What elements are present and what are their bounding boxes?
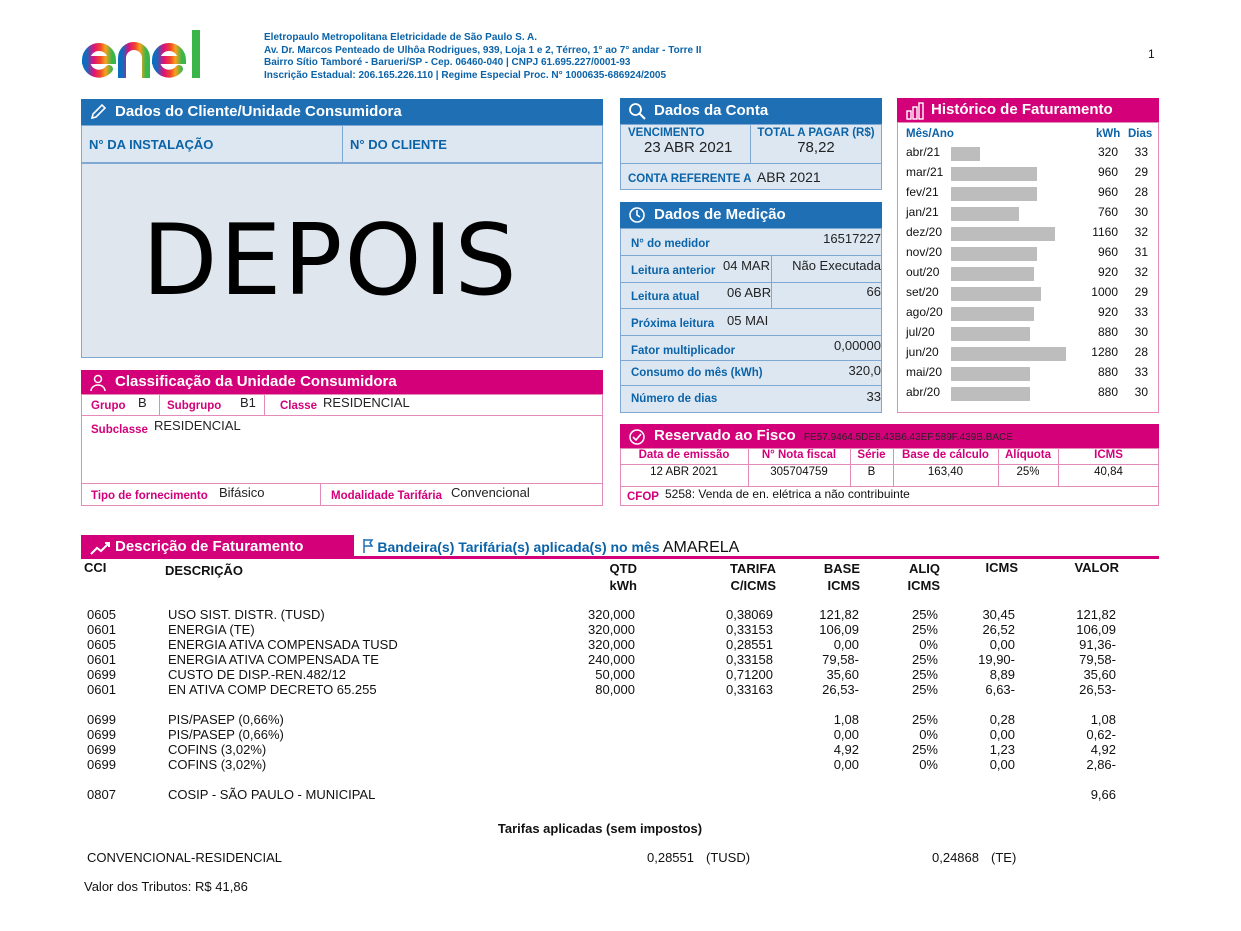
fisco-value-nota-fiscal: 305704759 <box>770 466 828 478</box>
historico-dias: 30 <box>1134 205 1148 219</box>
item-aliq: 0% <box>919 727 938 742</box>
company-name: Eletropaulo Metropolitana Eletricidade de São Paulo S. A. <box>264 32 538 43</box>
item-desc: EN ATIVA COMP DECRETO 65.255 <box>168 682 377 697</box>
fisco-code: FE57.9464.5DE8.43B6.43EF.589F.439B.BACE <box>803 432 1013 443</box>
item-aliq: 25% <box>911 682 938 697</box>
fisco-title: Reservado ao Fisco <box>654 427 796 444</box>
subclasse-value: RESIDENCIAL <box>154 418 241 433</box>
item-cci: 0699 <box>87 742 116 757</box>
search-icon <box>628 102 648 120</box>
fisco-value-base-calculo: 163,40 <box>927 466 964 478</box>
historico-kwh: 960 <box>1097 165 1118 179</box>
historico-kwh: 920 <box>1097 305 1118 319</box>
item-tarifa: 0,38069 <box>726 607 773 622</box>
historico-mes: jan/21 <box>906 205 939 219</box>
historico-mes: abr/20 <box>906 385 941 399</box>
item-desc: USO SIST. DISTR. (TUSD) <box>168 607 325 622</box>
page-number: 1 <box>1148 47 1155 61</box>
item-desc: ENERGIA ATIVA COMPENSADA TE <box>168 652 379 667</box>
item-valor: 106,09 <box>1076 622 1116 637</box>
flag-icon <box>362 538 374 554</box>
pencil-icon <box>89 103 109 121</box>
item-base: 0,00 <box>833 727 859 742</box>
item-cci: 0699 <box>87 712 116 727</box>
fator-value: 0,00000 <box>834 338 881 353</box>
item-cci: 0601 <box>87 622 116 637</box>
historico-kwh: 960 <box>1097 245 1118 259</box>
historico-dias: 28 <box>1134 185 1148 199</box>
historico-mes: mar/21 <box>906 165 944 179</box>
modalidade-value: Convencional <box>451 485 530 500</box>
col-tarifa-sub: C/ICMS <box>730 578 776 593</box>
fisco-header <box>620 424 1159 448</box>
historico-mes: set/20 <box>906 285 939 299</box>
medidor-label: N° do medidor <box>631 238 710 250</box>
conta-header <box>620 98 882 124</box>
historico-mes: jul/20 <box>906 325 935 339</box>
instalacao-label: N° DA INSTALAÇÃO <box>89 137 214 152</box>
historico-kwh: 880 <box>1097 365 1118 379</box>
col-icms: ICMS <box>985 560 1018 575</box>
historico-col-dias: Dias <box>1128 128 1153 140</box>
historico-kwh: 760 <box>1097 205 1118 219</box>
tarifa-nome: CONVENCIONAL-RESIDENCIAL <box>87 850 283 865</box>
medicao-header <box>620 202 882 228</box>
trend-icon <box>89 539 113 557</box>
historico-dias: 28 <box>1134 345 1148 359</box>
historico-kwh: 920 <box>1097 265 1118 279</box>
item-desc: PIS/PASEP (0,66%) <box>168 712 284 727</box>
atual-valor: 66 <box>866 284 881 299</box>
historico-header <box>897 98 1159 122</box>
col-qtd: QTD <box>609 561 637 576</box>
tributos: Valor dos Tributos: R$ 41,86 <box>84 879 248 894</box>
item-icms: 19,90- <box>978 652 1015 667</box>
fisco-value-icms: 40,84 <box>1094 466 1123 478</box>
medicao-title: Dados de Medição <box>654 206 786 223</box>
item-qtd: 50,000 <box>595 667 635 682</box>
historico-mes: dez/20 <box>906 225 943 239</box>
overlay-text: DEPOIS <box>142 204 519 318</box>
item-icms: 0,28 <box>989 712 1015 727</box>
item-base: 1,08 <box>833 712 859 727</box>
item-desc: ENERGIA ATIVA COMPENSADA TUSD <box>168 637 398 652</box>
historico-dias: 33 <box>1134 305 1148 319</box>
classe-label: Classe <box>280 400 318 412</box>
bandeira-value: AMARELA <box>662 539 740 556</box>
grupo-value: B <box>138 395 147 410</box>
item-base: 106,09 <box>819 622 859 637</box>
item-qtd: 320,000 <box>588 607 635 622</box>
historico-kwh: 1000 <box>1091 285 1118 299</box>
historico-dias: 32 <box>1134 225 1148 239</box>
consumo-value: 320,0 <box>848 363 881 378</box>
historico-bar <box>951 327 1030 341</box>
fisco-header-aliquota: Alíquota <box>1005 449 1051 461</box>
historico-title: Histórico de Faturamento <box>931 101 1113 118</box>
item-aliq: 0% <box>919 757 938 772</box>
historico-bar <box>951 367 1030 381</box>
cfop-value: 5258: Venda de en. elétrica a não contribuinte <box>665 487 910 501</box>
classificacao-header <box>81 370 603 394</box>
historico-mes: out/20 <box>906 265 940 279</box>
item-base: 26,53- <box>822 682 859 697</box>
item-cci: 0601 <box>87 682 116 697</box>
historico-bar <box>951 307 1034 321</box>
col-base: BASE <box>823 561 860 576</box>
item-icms: 0,00 <box>989 637 1015 652</box>
col-tarifa: TARIFA <box>730 561 776 576</box>
faturamento-title: Descrição de Faturamento <box>115 538 304 555</box>
classificacao-title: Classificação da Unidade Consumidora <box>115 373 397 390</box>
col-base-sub: ICMS <box>827 578 860 593</box>
historico-bar <box>951 347 1066 361</box>
consumo-label: Consumo do mês (kWh) <box>631 367 763 379</box>
medidor-value: 16517227 <box>823 231 881 246</box>
item-cci: 0699 <box>87 757 116 772</box>
item-desc: COFINS (3,02%) <box>168 757 267 772</box>
historico-kwh: 1160 <box>1092 225 1118 239</box>
cliente-header <box>81 99 603 125</box>
bar-chart-icon <box>905 102 927 120</box>
fisco-header-data-emissao: Data de emissão <box>638 449 730 461</box>
item-qtd: 320,000 <box>588 622 635 637</box>
item-aliq: 25% <box>911 622 938 637</box>
item-icms: 0,00 <box>989 757 1015 772</box>
total-label: TOTAL A PAGAR (R$) <box>757 127 875 139</box>
historico-mes: jun/20 <box>906 345 939 359</box>
item-valor: 35,60 <box>1083 667 1116 682</box>
historico-dias: 29 <box>1134 285 1148 299</box>
historico-mes: fev/21 <box>906 185 939 199</box>
seal-icon <box>628 428 648 446</box>
col-descricao: DESCRIÇÃO <box>165 563 244 578</box>
item-qtd: 240,000 <box>588 652 635 667</box>
col-cci: CCI <box>84 560 107 575</box>
col-aliq-sub: ICMS <box>907 578 940 593</box>
subclasse-label: Subclasse <box>91 424 148 436</box>
clock-icon <box>628 206 648 224</box>
historico-bar <box>951 247 1037 261</box>
item-valor: 91,36- <box>1079 637 1116 652</box>
item-tarifa: 0,33158 <box>726 652 773 667</box>
fisco-header-nota-fiscal: N° Nota fiscal <box>761 449 837 461</box>
item-icms: 30,45 <box>982 607 1015 622</box>
cliente-title: Dados do Cliente/Unidade Consumidora <box>115 103 402 120</box>
item-cci: 0605 <box>87 607 116 622</box>
fisco-value-aliquota: 25% <box>1016 466 1040 478</box>
proxima-label: Próxima leitura <box>631 318 715 330</box>
item-desc: CUSTO DE DISP.-REN.482/12 <box>168 667 346 682</box>
company-address-3: Inscrição Estadual: 206.165.226.110 | Regime Especial Proc. N° 1000635-686924/2005 <box>264 69 667 81</box>
item-base: 4,92 <box>833 742 859 757</box>
col-aliq: ALIQ <box>908 561 940 576</box>
historico-dias: 31 <box>1134 245 1148 259</box>
subgrupo-value: B1 <box>240 395 256 410</box>
historico-bar <box>951 387 1030 401</box>
classe-value: RESIDENCIAL <box>323 395 410 410</box>
item-valor: 4,92 <box>1090 742 1116 757</box>
historico-bar <box>951 167 1037 181</box>
modalidade-label: Modalidade Tarifária <box>331 490 442 502</box>
historico-kwh: 320 <box>1097 145 1118 159</box>
atual-label: Leitura atual <box>631 291 700 303</box>
tusd-valor: 0,28551 <box>647 850 694 865</box>
item-aliq: 25% <box>911 607 938 622</box>
item-base: 0,00 <box>833 637 859 652</box>
historico-dias: 30 <box>1134 325 1148 339</box>
historico-kwh: 960 <box>1097 185 1118 199</box>
item-tarifa: 0,33163 <box>726 682 773 697</box>
item-valor: 1,08 <box>1090 712 1116 727</box>
cliente-label: N° DO CLIENTE <box>350 137 447 152</box>
historico-dias: 32 <box>1134 265 1148 279</box>
item-cci: 0601 <box>87 652 116 667</box>
historico-col-mes: Mês/Ano <box>906 128 954 140</box>
vencimento-label: VENCIMENTO <box>628 127 705 139</box>
historico-dias: 33 <box>1134 365 1148 379</box>
item-cci: 0605 <box>87 637 116 652</box>
fisco-header-serie: Série <box>857 449 886 461</box>
historico-bar <box>951 227 1055 241</box>
fisco-value-serie: B <box>867 466 876 478</box>
item-desc: COSIP - SÃO PAULO - MUNICIPAL <box>168 787 376 802</box>
fator-label: Fator multiplicador <box>631 345 736 357</box>
tusd-label: (TUSD) <box>706 850 751 865</box>
company-address-1: Av. Dr. Marcos Penteado de Ulhôa Rodrigues, 939, Loja 1 e 2, Térreo, 1° ao 7° andar - Torre II <box>264 44 702 56</box>
historico-mes: abr/21 <box>906 145 941 159</box>
fornecimento-value: Bifásico <box>219 485 265 500</box>
anterior-data: 04 MAR <box>723 258 770 273</box>
cfop-label: CFOP <box>627 491 659 503</box>
fisco-value-data-emissao: 12 ABR 2021 <box>650 466 718 478</box>
item-aliq: 25% <box>911 667 938 682</box>
historico-dias: 30 <box>1134 385 1148 399</box>
item-icms: 0,00 <box>989 727 1015 742</box>
item-valor: 0,62- <box>1086 727 1116 742</box>
item-desc: PIS/PASEP (0,66%) <box>168 727 284 742</box>
user-icon <box>89 374 107 392</box>
item-icms: 8,89 <box>989 667 1015 682</box>
item-valor: 121,82 <box>1076 607 1116 622</box>
item-valor: 9,66 <box>1090 787 1116 802</box>
historico-bar <box>951 287 1041 301</box>
fisco-header-icms: ICMS <box>1094 449 1123 461</box>
item-icms: 26,52 <box>982 622 1015 637</box>
item-cci: 0699 <box>87 727 116 742</box>
te-valor: 0,24868 <box>932 850 979 865</box>
item-desc: ENERGIA (TE) <box>168 622 255 637</box>
item-aliq: 25% <box>911 742 938 757</box>
dias-value: 33 <box>866 389 881 404</box>
historico-mes: ago/20 <box>906 305 943 319</box>
item-valor: 79,58- <box>1079 652 1116 667</box>
item-base: 0,00 <box>833 757 859 772</box>
dias-label: Número de dias <box>631 393 718 405</box>
historico-mes: mai/20 <box>906 365 943 379</box>
anterior-label: Leitura anterior <box>631 265 716 277</box>
historico-mes: nov/20 <box>906 245 943 259</box>
historico-col-kwh: kWh <box>1096 128 1121 140</box>
item-tarifa: 0,28551 <box>726 637 773 652</box>
historico-dias: 33 <box>1134 145 1148 159</box>
col-valor: VALOR <box>1074 560 1119 575</box>
item-cci: 0807 <box>87 787 116 802</box>
company-address-2: Bairro Sítio Tamboré - Barueri/SP - Cep. 06460-040 | CNPJ 61.695.227/0001-93 <box>264 57 631 68</box>
item-base: 121,82 <box>819 607 859 622</box>
historico-kwh: 1280 <box>1091 345 1118 359</box>
item-aliq: 0% <box>919 637 938 652</box>
item-qtd: 80,000 <box>595 682 635 697</box>
subgrupo-label: Subgrupo <box>167 400 222 412</box>
item-base: 35,60 <box>826 667 859 682</box>
anterior-valor: Não Executada <box>792 258 881 273</box>
total-value: 78,22 <box>797 139 835 156</box>
item-icms: 1,23 <box>989 742 1015 757</box>
historico-kwh: 880 <box>1097 385 1118 399</box>
historico-bar <box>951 267 1034 281</box>
referente-label: CONTA REFERENTE A <box>628 173 752 185</box>
item-desc: COFINS (3,02%) <box>168 742 267 757</box>
historico-bar <box>951 187 1037 201</box>
col-qtd-unit: kWh <box>609 578 637 593</box>
grupo-label: Grupo <box>91 400 126 412</box>
item-aliq: 25% <box>911 712 938 727</box>
cliente-redacted-area <box>81 163 603 358</box>
conta-title: Dados da Conta <box>654 102 769 119</box>
item-cci: 0699 <box>87 667 116 682</box>
item-qtd: 320,000 <box>588 637 635 652</box>
vencimento-value: 23 ABR 2021 <box>644 139 733 156</box>
item-base: 79,58- <box>822 652 859 667</box>
item-valor: 2,86- <box>1086 757 1116 772</box>
historico-dias: 29 <box>1134 165 1148 179</box>
fornecimento-label: Tipo de fornecimento <box>91 490 208 502</box>
historico-bar <box>951 147 980 161</box>
tarifas-title: Tarifas aplicadas (sem impostos) <box>497 821 703 836</box>
item-tarifa: 0,33153 <box>726 622 773 637</box>
item-icms: 6,63- <box>985 682 1015 697</box>
item-tarifa: 0,71200 <box>726 667 773 682</box>
referente-value: ABR 2021 <box>756 169 821 185</box>
historico-bar <box>951 207 1019 221</box>
te-label: (TE) <box>991 850 1017 865</box>
atual-data: 06 ABR <box>727 285 772 300</box>
item-aliq: 25% <box>911 652 938 667</box>
bandeira-label: Bandeira(s) Tarifária(s) aplicada(s) no mês <box>377 539 660 555</box>
enel-logo <box>80 28 220 84</box>
proxima-data: 05 MAI <box>727 313 769 328</box>
item-valor: 26,53- <box>1079 682 1116 697</box>
historico-kwh: 880 <box>1097 325 1118 339</box>
faturamento-header <box>81 535 354 559</box>
fisco-header-base-calculo: Base de cálculo <box>902 449 989 461</box>
